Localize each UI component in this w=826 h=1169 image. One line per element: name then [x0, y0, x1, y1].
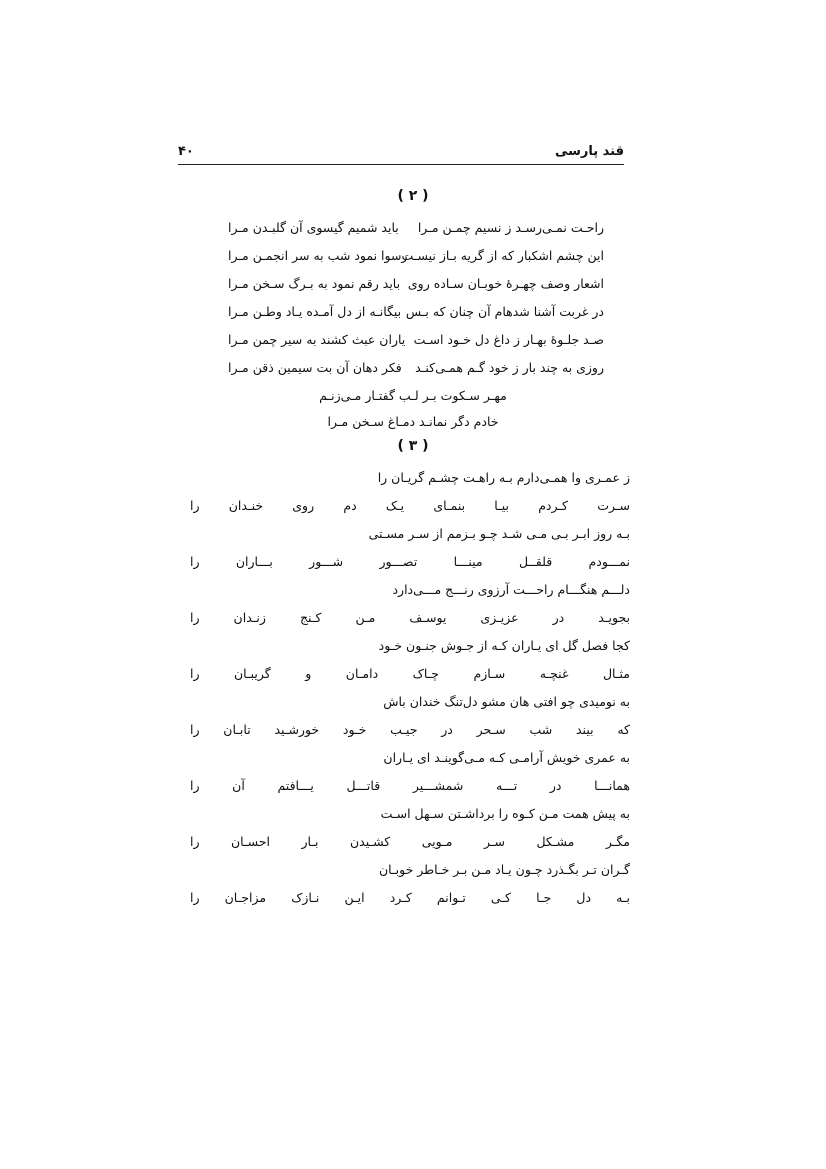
misra-text: که بیند شب سـحر در جیـب خـود خورشـید تابـان را	[190, 722, 630, 737]
misra-text: بـه روز ابـر بـی مـی شـد چـو بـزمم از سـر مسـتی	[368, 526, 630, 541]
misra-text: به پیش همت مـن کـوه را برداشـتن سـهل اسـت	[380, 806, 630, 821]
closing-misra-2: خادم دگر نمانـد دمـاغ سـخن مـرا	[327, 414, 499, 429]
misra-text: مثـال غنچـه سـازم چـاک دامـان و گریبـان را	[190, 666, 630, 681]
closing-misra-1: مهـر سـکوت بـر لـب گفتـار مـی‌زنـم	[319, 388, 507, 403]
bayt	[178, 214, 624, 242]
misra-text: بجویـد در عزیـزی یوسـف مـن کـنج زنـدان را	[190, 610, 630, 625]
page-number: ۴۰	[178, 144, 194, 159]
misra-text: بـه دل جـا کـی تـوانم کـرد ایـن نـازک مزاجـان را	[190, 890, 630, 905]
misra-first	[190, 856, 630, 884]
misra-left: رسوا نمود شب به سر انجمـن مـرا	[228, 248, 408, 263]
misra-first	[190, 688, 630, 716]
misra-first	[190, 520, 630, 548]
ghazal-2	[178, 214, 624, 382]
misra-left: باید شمیم گیسوی آن گلبـدن مـرا	[228, 220, 399, 235]
misra-right: در غربت آشنا شدهام آن چنان که بـس	[405, 304, 604, 319]
misra-left: یاران عبث کشند به سیر چمن مـرا	[228, 332, 406, 347]
misra-right: این چشم اشکبار که از گریه بـاز نیسـت	[401, 248, 604, 263]
misra-text: گـران تـر بگـذرد چـون یـاد مـن بـر خـاطر خوبـان	[378, 862, 630, 877]
bayt	[178, 270, 624, 298]
misra-second	[190, 492, 630, 520]
misra-left: بیگانـه از دل آمـده یـاد وطـن مـرا	[228, 304, 402, 319]
book-title: قند پارسی	[554, 144, 624, 159]
misra-second	[190, 604, 630, 632]
misra-second	[190, 884, 630, 912]
misra-left: فکر دهان آن بت سیمین ذقن مـرا	[228, 360, 402, 375]
misra-second	[190, 660, 630, 688]
misra-right: روزی به چند بار ز خود گـم همـی‌کنـد	[415, 360, 604, 375]
misra-text: به نومیدی چو افتی هان مشو دل‌تنگ خندان باش	[383, 694, 630, 709]
misra-text: سـرت کـردم بیـا بنمـای یـک دم روی خنـدان را	[190, 498, 630, 513]
section-number-2: ( ۲ )	[397, 188, 429, 204]
misra-text: مگـر مشـکل سـر مـویی کشـیدن بـار احسـان را	[190, 834, 630, 849]
ghazal-3	[190, 464, 630, 912]
misra-text: همانـــا در تـــه شمشـــیر قاتـــل یـــافتم آن را	[190, 778, 630, 793]
page-header	[178, 140, 624, 165]
section-number-3: ( ۳ )	[397, 438, 429, 454]
misra-text: ز عمـری وا همـی‌دارم بـه راهـت چشـم گریـان را	[377, 470, 630, 485]
misra-right: اشعار وصف چهـرهٔ خوبـان سـاده روی	[407, 276, 604, 291]
misra-first	[190, 632, 630, 660]
misra-second	[190, 828, 630, 856]
misra-first	[190, 576, 630, 604]
bayt	[178, 242, 624, 270]
misra-second	[190, 716, 630, 744]
misra-right: صـد جلـوهٔ بهـار ز داغ دل خـود اسـت	[413, 332, 604, 347]
misra-right: راحـت نمـی‌رسـد ز نسیم چمـن مـرا	[417, 220, 604, 235]
misra-text: کجا فصل گل ای یـاران کـه از جـوش جنـون خـود	[378, 638, 630, 653]
misra-text: دلـــم هنگـــام راحـــت آرزوی رنـــج مـــی‌دارد	[392, 582, 630, 597]
misra-text: به عمری خویش آرامـی کـه مـی‌گوینـد ای یـاران	[383, 750, 630, 765]
misra-first	[190, 464, 630, 492]
bayt	[178, 354, 624, 382]
misra-first	[190, 800, 630, 828]
bayt	[178, 298, 624, 326]
bayt	[178, 326, 624, 354]
misra-text: نمـــودم قلقــل مینـــا تصـــور شـــور بـــاران را	[190, 554, 630, 569]
misra-left: باید رقم نمود به بـرگ سـخن مـرا	[228, 276, 401, 291]
misra-first	[190, 744, 630, 772]
misra-second	[190, 548, 630, 576]
misra-second	[190, 772, 630, 800]
